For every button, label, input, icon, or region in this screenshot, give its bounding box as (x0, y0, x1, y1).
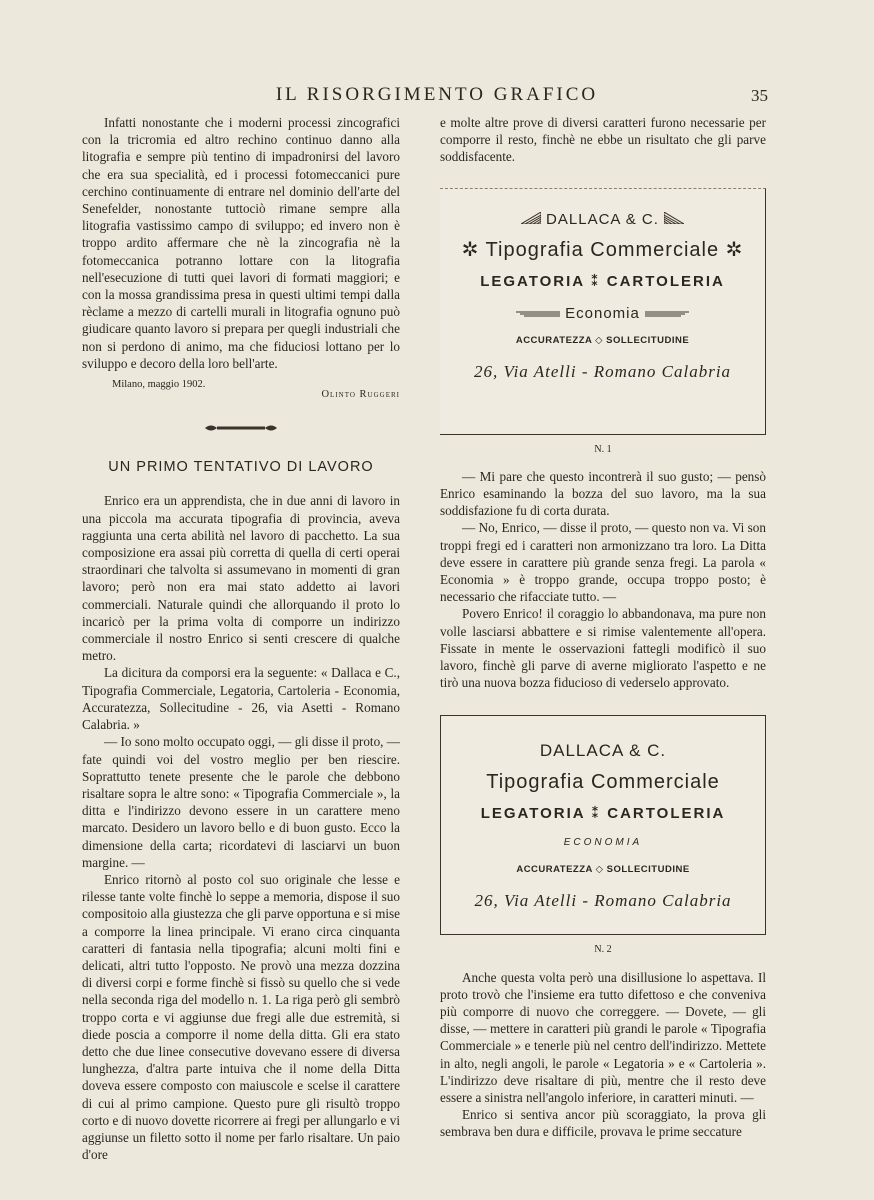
place-date: Milano, maggio 1902. (112, 379, 206, 391)
article-paragraph: Povero Enrico! il coraggio lo abbandonava, ma pure non volle lasciarsi abbattere e si rimise valentemente all'opera. Fissate in mente le osservazioni fattegli modificò il suo lavoro, finchè gli parve di averne migliorato l'aspetto e ne tirò una nuova bozza fiducioso di vederselo approvato. (440, 606, 766, 691)
article-paragraph: Enrico si sentiva ancor più scoraggiato, la prova gli sembrava ben dura e difficile, provava le prime seccature (440, 1107, 766, 1140)
asterisk-icon: ✲ (461, 239, 480, 262)
specimen-trades: LEGATORIA ⁑ CARTOLERIA (480, 804, 726, 822)
signoff (82, 376, 400, 400)
specimen-qualities: ACCURATEZZA ◇ SOLLECITUDINE (516, 864, 690, 876)
swell-rule-icon (516, 305, 560, 322)
specimen-headline: ✲ Tipografia Commerciale ✲ (461, 239, 744, 262)
left-column (82, 114, 400, 1163)
specimen-address: 26, Via Atelli - Romano Calabria (474, 891, 732, 911)
specimen-2 (440, 715, 766, 935)
specimen-economy: ECONOMIA (563, 837, 643, 849)
article-paragraph: Enrico era un apprendista, che in due anni di lavoro in una piccola ma accurata tipografia di provincia, aveva raggiunta una certa abilità nel lavoro di pacchetto. La sua composizione era assai più corretta di quella di certi operai straordinari che talvolta si assumevano in momenti di gran lavoro; però non era mai stato addetto ai lavori commerciali. Naturale quindi che allorquando il proto lo incaricò per la prima volta di comporre un indirizzo commerciale il nostro Enrico si senti crescere di qualche metro. (82, 493, 400, 664)
section-title: UN PRIMO TENTATIVO DI LAVORO (108, 459, 374, 476)
swell-rule-icon (645, 305, 689, 322)
article-paragraph: — Io sono molto occupato oggi, — gli disse il proto, — fate quindi voi del vostro meglio per ben riescire. Soprattutto tenete presente che le parole che debbono risaltare sopra le altre sono: « Tipografia Commerciale », la ditta e l'indirizzo devono essere in un carattere meno marcato. Desidero un lavoro bello e di buon gusto. Ecco la dimensione della carta; ricordatevi di lasciarvi un buon margine. — (82, 734, 400, 870)
specimen-qualities: ACCURATEZZA ◇ SOLLECITUDINE (515, 335, 690, 347)
ornament-divider-icon (82, 420, 400, 437)
fan-ornament-icon (521, 211, 541, 228)
specimen-trades: LEGATORIA ⁑ CARTOLERIA (480, 273, 725, 291)
specimen-firm: DALLACA & C. (440, 211, 765, 229)
specimen-headline: Tipografia Commerciale (486, 770, 720, 793)
author-name: Olinto Ruggeri (321, 389, 400, 401)
article-paragraph: — Mi pare che questo incontrerà il suo gusto; — pensò Enrico esaminando la bozza del suo lavoro, ma la sua soddisfazione fu di corta durata. (440, 468, 766, 519)
running-title: IL RISORGIMENTO GRAFICO (275, 84, 599, 105)
article-paragraph: e molte altre prove di diversi caratteri furono necessarie per comporre il resto, finchè ne ebbe un risultato che gli parve soddisfacente. (440, 115, 766, 165)
article-paragraph: La dicitura da comporsi era la seguente: « Dallaca e C., Tipografia Commerciale, Legatoria, Cartoleria - Economia, Accuratezza, Sollecitudine - 26, via Asetti - Romano Calabria. » (82, 665, 400, 733)
page-number: 35 (751, 86, 768, 105)
specimen-economy: Economia (440, 305, 765, 323)
article-paragraph: Infatti nonostante che i moderni processi zincografici con la tricromia ed altro rechino continuo danno alla litografia e sempre più tentino di impadronirsi del lavoro che era sua specialità, ed i processi fotomeccanici pure cerchino continuamente di entrare nel dominio dell'arte del Senefelder, nonostante tuttociò rimane sempre alla litografia vastissimo campo di sviluppo; ed invero non è troppo ardito affermare che nè la zincografia nè la fotomeccanica potranno lottare con la litografia nell'esecuzione di tutti quei lavori di formati maggiori; e con la mossa grandissima presa in questi ultimi tempi dalla rèclame a mezzo di cartelli murali in litografia ognuno può giudicare quanto lavoro si prepara per quegli industriali che non si perdono di animo, ma che fiduciosi lottano per lo sviluppo e decoro della loro bell'arte. (82, 115, 400, 371)
article-paragraph: Enrico ritornò al posto col suo originale che lesse e rilesse tante volte finchè lo seppe a memoria, dispose il suo compositoio alla giustezza che gli parve opportuna e si mise a comporre la linea principale. Vi erano circa cinquanta caratteri di fantasia nella tipografia; alcuni molti fini e delicati, altri tutto l'opposto. Ne provò una mezza dozzina di diversi corpi e forme finchè si fissò su quello che si vede nella seconda riga del modello n. 1. La riga però gli sembrò troppo corta e vi aggiunse due fregi alle due estremità, si diede poscia a comporre il nome della ditta. Gli era stato detto che due linee consecutive dovevano essere di diversa lunghezza, d'altra parte intuiva che il nome della Ditta doveva essere composto con maiuscole e scelse il carattere di cui al primo campione. Questo pure gli risultò troppo corto e di nuovo dovette ricorrere ai fregi per allungarlo e vi aggiunse un filetto sotto il nome per farlo risaltare. Un paio d'ore (82, 871, 400, 1163)
figure-caption: N. 2 (594, 944, 612, 956)
specimen-1 (440, 188, 766, 435)
right-column (440, 114, 766, 1141)
specimen-firm: DALLACA & C. (539, 741, 667, 761)
article-paragraph: Anche questa volta però una disillusione lo aspettava. Il proto trovò che l'insieme era tutto difettoso e che conveniva più comporre di nuovo che correggere. — Dovete, — gli disse, — mettere in caratteri più grandi le parole « Tipografia Commerciale » e tenerle più nel centro dell'indirizzo. Mettete in alto, negli angoli, le parole « Legatoria » e « Cartoleria ». L'indirizzo deve risaltare di più, mentre che il resto deve essere a sinistra nell'angolo inferiore, in caratteri minuti. — (440, 969, 766, 1106)
specimen-address: 26, Via Atelli - Romano Calabria (473, 362, 732, 382)
asterisk-icon: ✲ (725, 239, 744, 262)
article-paragraph: — No, Enrico, — disse il proto, — questo non va. Vi son troppi fregi ed i caratteri non armonizzano tra loro. La Ditta deve essere in carattere più grande senza fregi. La parola « Economia » è troppo grande, occupa troppo posto; è necessario che rifacciate tutto. — (440, 520, 766, 605)
figure-caption: N. 1 (594, 443, 612, 455)
fan-ornament-icon (664, 211, 684, 228)
